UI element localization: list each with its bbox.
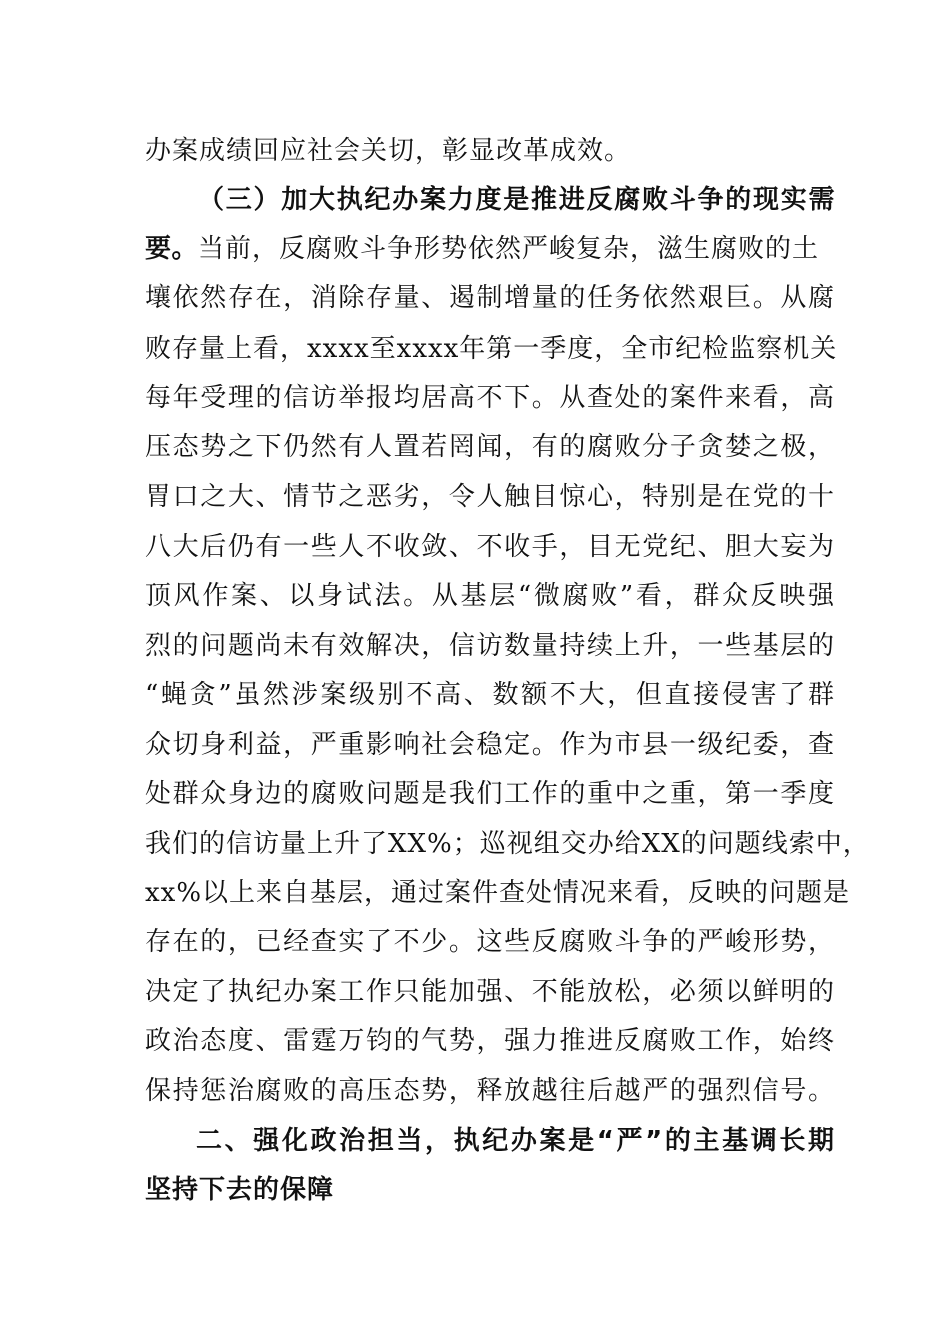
paragraph-line: 八大后仍有一些人不收敛、不收手，目无党纪、胆大妄为 xyxy=(145,532,835,562)
paragraph-line: 处群众身边的腐败问题是我们工作的重中之重，第一季度 xyxy=(145,779,835,809)
paragraph-line: 保持惩治腐败的高压态势，释放越往后越严的强烈信号。 xyxy=(145,1076,835,1106)
paragraph-line: 压态势之下仍然有人置若罔闻，有的腐败分子贪婪之极， xyxy=(145,432,835,462)
paragraph-text: 当前，反腐败斗争形势依然严峻复杂，滋生腐败的土 xyxy=(198,234,820,264)
paragraph-line xyxy=(145,229,835,269)
paragraph-line: 顶风作案、以身试法。从基层“微腐败”看，群众反映强 xyxy=(145,581,835,611)
paragraph-line: 决定了执纪办案工作只能加强、不能放松，必须以鲜明的 xyxy=(145,977,835,1007)
paragraph-line: 烈的问题尚未有效解决，信访数量持续上升，一些基层的 xyxy=(145,631,835,661)
paragraph-line: 存在的，已经查实了不少。这些反腐败斗争的严峻形势， xyxy=(145,927,835,957)
paragraph-line: xx%以上来自基层，通过案件查处情况来看，反映的问题是 xyxy=(145,878,851,908)
section-heading-line: （三）加大执纪办案力度是推进反腐败斗争的现实需 xyxy=(198,185,835,215)
section-heading-end: 要。 xyxy=(145,234,199,264)
paragraph-line: 每年受理的信访举报均居高不下。从查处的案件来看，高 xyxy=(145,383,835,413)
paragraph-line: 败存量上看，xxxx至xxxx年第一季度，全市纪检监察机关 xyxy=(145,334,838,364)
paragraph-line: 办案成绩回应社会关切，彰显改革成效。 xyxy=(145,136,632,166)
paragraph-line: 我们的信访量上升了XX%；巡视组交办给XX的问题线索中， xyxy=(145,829,870,859)
paragraph-line: 胃口之大、情节之恶劣，令人触目惊心，特别是在党的十 xyxy=(145,482,835,512)
paragraph-line: “蝇贪”虽然涉案级别不高、数额不大，但直接侵害了群 xyxy=(145,680,835,710)
paragraph-line: 众切身利益，严重影响社会稳定。作为市县一级纪委，查 xyxy=(145,730,835,760)
paragraph-line: 政治态度、雷霆万钧的气势，强力推进反腐败工作，始终 xyxy=(145,1026,835,1056)
paragraph-line: 壤依然存在，消除存量、遏制增量的任务依然艰巨。从腐 xyxy=(145,283,835,313)
chapter-heading-line: 坚持下去的保障 xyxy=(145,1175,335,1205)
chapter-heading-line: 二、强化政治担当，执纪办案是“严”的主基调长期 xyxy=(196,1126,835,1156)
